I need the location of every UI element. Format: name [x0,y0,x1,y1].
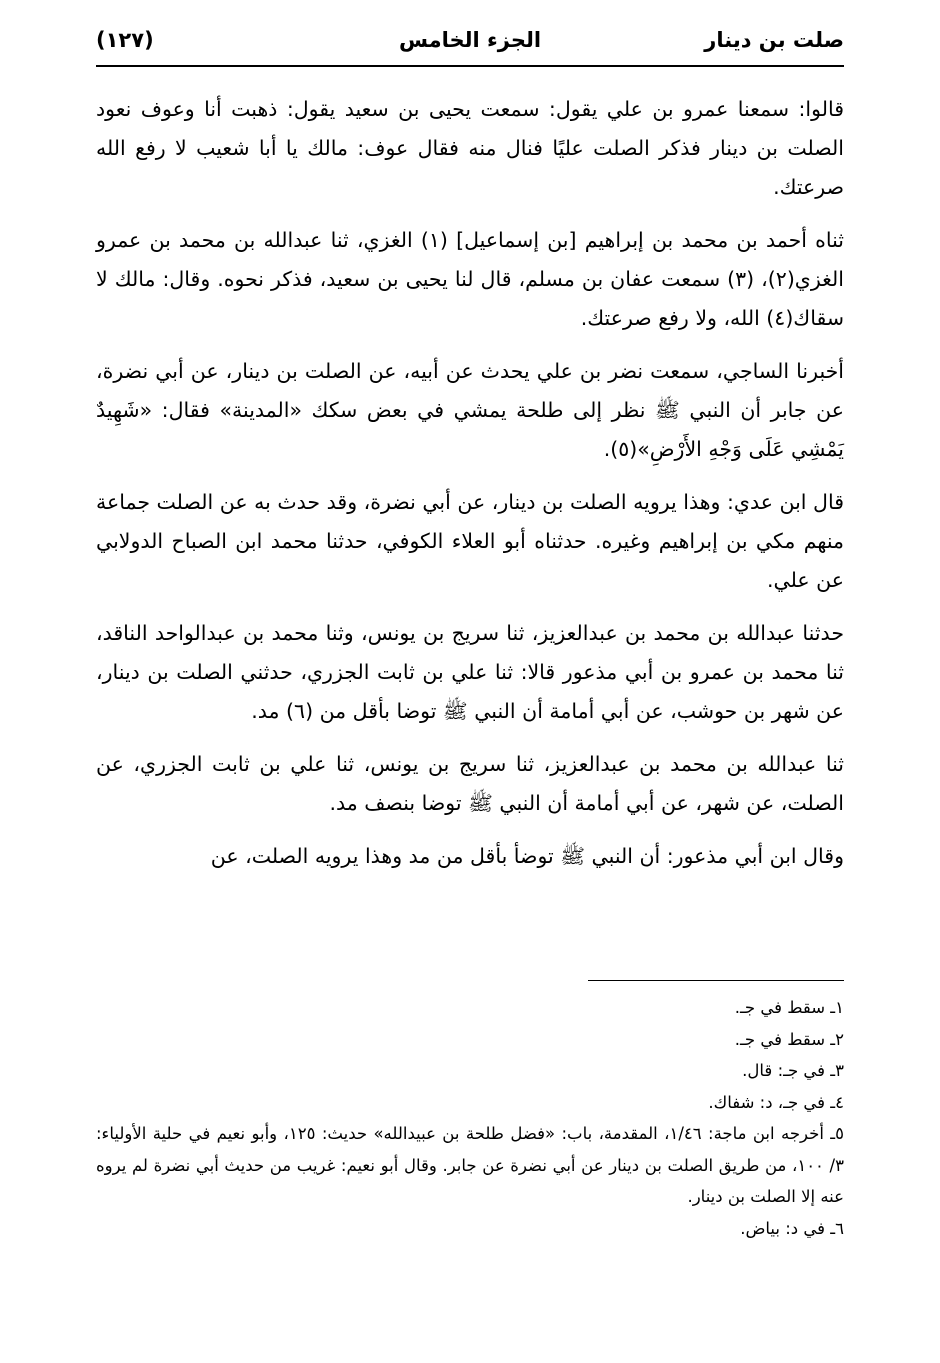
paragraph: وقال ابن أبي مذعور: أن النبي ﷺ توضأ بأقل من مد وهذا يرويه الصلت، عن [210,844,844,868]
footnote: ٢ـ سقط في جـ. [734,1029,844,1049]
footnote-divider [588,980,844,981]
running-header [96,22,844,62]
footnote: ٦ـ في د: بياض. [740,1218,844,1238]
main-text [96,90,844,890]
paragraph: قال ابن عدي: وهذا يرويه الصلت بن دينار، عن أبي نضرة، وقد حدث به عن الصلت جماعة منهم مكي بن إبراهيم وغيره. حدثناه أبو العلاء الكوفي، حدثنا محمد ابن الصباح الدولابي عن علي. [96,490,844,592]
paragraph: ثنا عبدالله بن محمد بن عبدالعزيز، ثنا سريج بن يونس، ثنا علي بن ثابت الجزري، عن الصلت، عن شهر، عن أبي أمامة أن النبي ﷺ توضا بنصف مد. [96,752,844,815]
footnote: ٥ـ أخرجه ابن ماجة: ١/٤٦، المقدمة، باب: «فضل طلحة بن عبيدالله» حديث: ١٢٥، وأبو نعيم في حلية الأولياء: ٣/ ١٠٠، من طريق الصلت بن دينار عن أبي نضرة عن جابر. وقال أبو نعيم: غريب من حديث أبي نضرة لم يروه عنه إلا الصلت بن دينار. [96,1124,845,1206]
paragraph: حدثنا عبدالله بن محمد بن عبدالعزيز، ثنا سريج بن يونس، وثنا محمد بن عبدالواحد الناقد، ثنا محمد بن عمرو بن أبي مذعور قالا: ثنا علي بن ثابت الجزري، حدثني الصلت بن دينار، عن شهر بن حوشب، عن أبي أمامة أن النبي ﷺ توضا بأقل من (٦) مد. [96,621,844,723]
footnote: ١ـ سقط في جـ. [734,998,844,1017]
paragraph: أخبرنا الساجي، سمعت نضر بن علي يحدث عن أبيه، عن الصلت بن دينار، عن أبي نضرة، عن جابر أن النبي ﷺ نظر إلى طلحة يمشي في بعض سكك «المدينة» فقال: «شَهِيدٌ يَمْشِي عَلَى وَجْهِ الأَرْضِ»(٥). [96,359,844,461]
page-number: (١٢٧) [96,28,154,52]
header-divider [96,65,844,67]
footnotes [96,992,844,1244]
paragraph: قالوا: سمعنا عمرو بن علي يقول: سمعت يحيى بن سعيد يقول: ذهبت أنا وعوف نعود الصلت بن دينار فذكر الصلت عليًا فنال منه فقال عوف: مالك يا أبا شعيب لا رفع الله صرعتك. [96,97,844,199]
header-volume: الجزء الخامس [398,28,542,52]
header-entry-name: صلت بن دينار [704,28,844,52]
footnote: ٣ـ في جـ: قال. [742,1061,844,1080]
paragraph: ثناه أحمد بن محمد بن إبراهيم [بن إسماعيل] (١) الغزي، ثنا عبدالله بن محمد بن عمرو الغزي(٢)، (٣) سمعت عفان بن مسلم، قال لنا يحيى بن سعيد، فذكر نحوه. وقال: مالك لا سقاك(٤) الله، ولا رفع صرعتك. [96,228,844,330]
footnote: ٤ـ في جـ، د: شفاك. [708,1092,844,1112]
